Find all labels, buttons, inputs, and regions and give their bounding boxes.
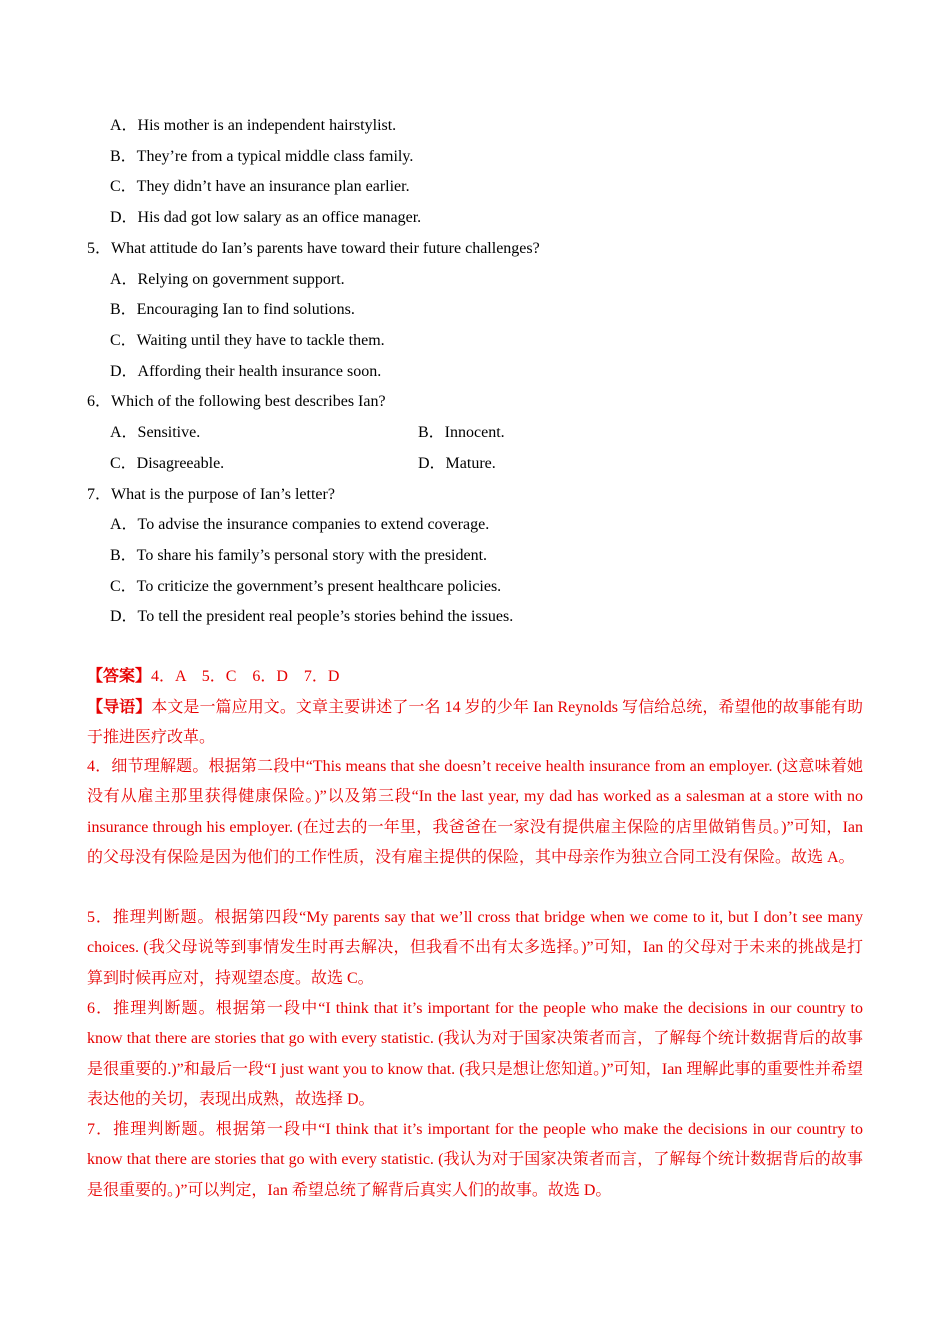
q4-option-d: D．His dad got low salary as an office manager. bbox=[110, 209, 422, 226]
explanation-q6: 6．推理判断题。根据第一段中“I think that it’s important for the people who make the decisions in our country to know that there are stories that go with every statistic. (我认为对于国家决策者而言，了解每个统计数据背后的故事是很重要的.)”和最后一段“I just want you to know that. (我只是想让您知道。)”可知，Ian 理解此事的重要性并希望表达他的关切，表现出成熟，故选择 D。 bbox=[87, 1000, 863, 1108]
q7-option-c: C．To criticize the government’s present healthcare policies. bbox=[110, 578, 502, 595]
q5-stem: 5．What attitude do Ian’s parents have toward their future challenges? bbox=[87, 240, 540, 257]
intro-paragraph bbox=[87, 693, 863, 754]
q5-option-c: C．Waiting until they have to tackle them. bbox=[110, 332, 385, 349]
answer-text: 4．A 5．C 6．D 7．D bbox=[151, 668, 340, 685]
q7-stem: 7．What is the purpose of Ian’s letter? bbox=[87, 486, 335, 503]
q7-option-a: A．To advise the insurance companies to extend coverage. bbox=[110, 516, 490, 533]
intro-label: 【导语】 bbox=[87, 699, 152, 716]
answer-label: 【答案】 bbox=[87, 668, 152, 685]
q5-option-b: B．Encouraging Ian to find solutions. bbox=[110, 301, 355, 318]
q7-option-b: B．To share his family’s personal story with the president. bbox=[110, 547, 488, 564]
q6-option-d: D．Mature. bbox=[418, 455, 496, 472]
q4-option-a: A．His mother is an independent hairstylist. bbox=[110, 117, 397, 134]
explanation-q5: 5．推理判断题。根据第四段“My parents say that we’ll cross that bridge when we come to it, but I don’t see many choices. (我父母说等到事情发生时再去解决，但我看不出有太多选择。)”可知，Ian 的父母对于未来的挑战是打算到时候再应对，持观望态度。故选 C。 bbox=[87, 909, 863, 987]
q5-option-d: D．Affording their health insurance soon. bbox=[110, 363, 382, 380]
q6-option-b: B．Innocent. bbox=[418, 424, 505, 441]
q4-option-c: C．They didn’t have an insurance plan earlier. bbox=[110, 178, 410, 195]
q6-stem: 6．Which of the following best describes Ian? bbox=[87, 393, 386, 410]
answer-line bbox=[87, 662, 863, 692]
intro-text: 本文是一篇应用文。文章主要讲述了一名 14 岁的少年 Ian Reynolds 写信给总统，希望他的故事能有助于推进医疗改革。 bbox=[87, 699, 863, 747]
q6-option-a: A．Sensitive. bbox=[110, 424, 201, 441]
q4-option-b: B．They’re from a typical middle class family. bbox=[110, 148, 414, 165]
explanation-q4: 4．细节理解题。根据第二段中“This means that she doesn’t receive health insurance from an employer. (这意味着她没有从雇主那里获得健康保险。)”以及第三段“In the last year, my dad has worked as a salesman at a store with no insurance through his employer. (在过去的一年里，我爸爸在一家没有提供雇主保险的店里做销售员。)”可知，Ian 的父母没有保险是因为他们的工作性质，没有雇主提供的保险，其中母亲作为独立合同工没有保险。故选 A。 bbox=[87, 758, 863, 866]
q7-option-d: D．To tell the president real people’s stories behind the issues. bbox=[110, 608, 514, 625]
q5-option-a: A．Relying on government support. bbox=[110, 271, 345, 288]
explanation-q7: 7．推理判断题。根据第一段中“I think that it’s important for the people who make the decisions in our country to know that there are stories that go with every statistic. (我认为对于国家决策者而言，了解每个统计数据背后的故事是很重要的。)”可以判定，Ian 希望总统了解背后真实人们的故事。故选 D。 bbox=[87, 1121, 863, 1199]
q6-option-c: C．Disagreeable. bbox=[110, 455, 225, 472]
